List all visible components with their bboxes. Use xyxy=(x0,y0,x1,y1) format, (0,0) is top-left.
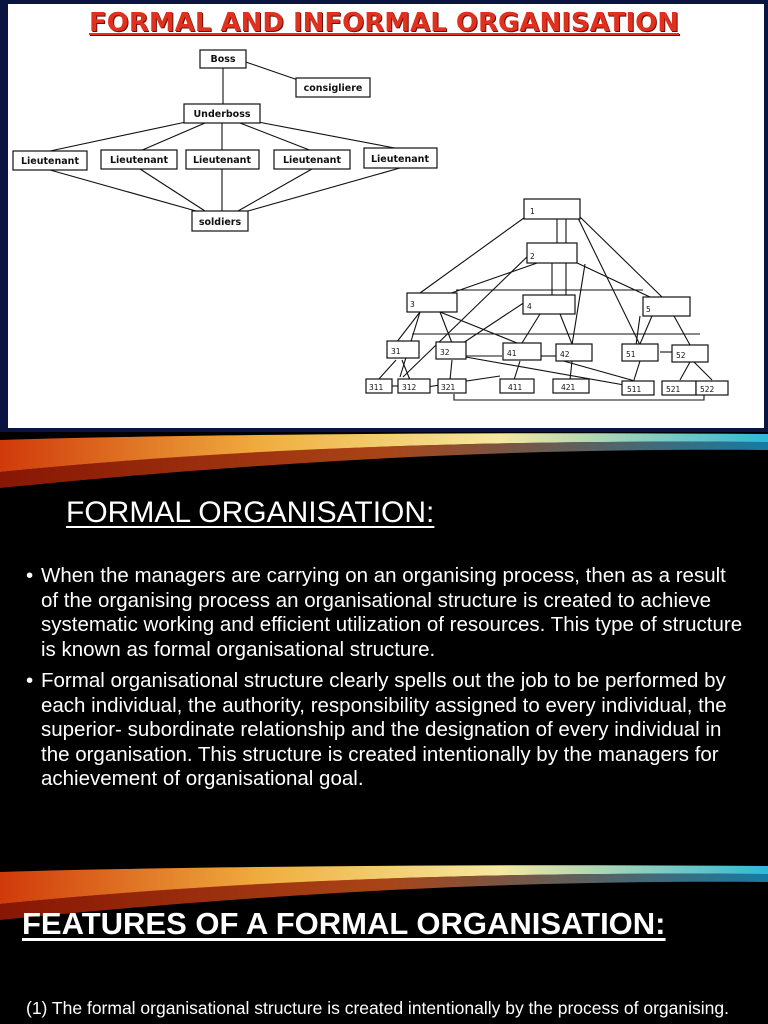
node-5-label: 5 xyxy=(646,305,651,314)
boss-label: Boss xyxy=(210,54,236,65)
node-3-label: 3 xyxy=(410,300,415,309)
node-521-label: 521 xyxy=(666,385,681,394)
node-42-label: 42 xyxy=(560,350,570,359)
soldiers-label: soldiers xyxy=(198,217,242,228)
slide-2-title: FORMAL ORGANISATION: xyxy=(66,496,435,529)
lieutenant-label: Lieutenant xyxy=(283,155,341,166)
node-321-label: 321 xyxy=(441,383,456,392)
informal-org-chart xyxy=(366,199,728,400)
node-311-label: 311 xyxy=(369,383,384,392)
decorative-swoosh xyxy=(0,432,768,492)
node-4-label: 4 xyxy=(527,302,532,311)
consigliere-label: consigliere xyxy=(303,83,363,94)
lieutenant-label: Lieutenant xyxy=(21,156,79,167)
node-51-label: 51 xyxy=(626,350,636,359)
bullet-icon: • xyxy=(26,669,34,692)
lieutenant-label: Lieutenant xyxy=(193,155,251,166)
bullet-icon: • xyxy=(26,564,34,587)
bullet-list xyxy=(24,564,744,799)
underboss-label: Underboss xyxy=(193,109,251,120)
node-2-label: 2 xyxy=(530,252,535,261)
node-1-label: 1 xyxy=(530,207,535,216)
formal-org-chart xyxy=(13,50,437,231)
slide-3-paragraph: (1) The formal organisational structure is created intentionally by the process of organising. xyxy=(26,998,729,1018)
node-522-label: 522 xyxy=(700,385,715,394)
lieutenant-label: Lieutenant xyxy=(371,154,429,165)
slide-2 xyxy=(0,432,768,864)
bullet-item xyxy=(24,669,744,792)
slide-1 xyxy=(0,0,768,432)
bullet-text: Formal organisational structure clearly spells out the job to be performed by each individual, the authority, responsibility assigned to every individual, the superior- subordinate relationship and the designation of every individual in the organisation. This structure is created intentionally by the managers for achievement of organisational goal. xyxy=(41,669,727,790)
node-312-label: 312 xyxy=(402,383,417,392)
node-41-label: 41 xyxy=(507,349,517,358)
slide-1-title: FORMAL AND INFORMAL ORGANISATION xyxy=(88,8,680,38)
node-411-label: 411 xyxy=(508,383,523,392)
lieutenant-label: Lieutenant xyxy=(110,155,168,166)
node-511-label: 511 xyxy=(627,385,642,394)
bullet-text: When the managers are carrying on an organising process, then as a result of the organising process an organisational structure is created to achieve systematic working and efficient utilization of resources. This type of structure is known as formal organisational structure. xyxy=(41,564,743,661)
node-32-label: 32 xyxy=(440,348,450,357)
org-charts xyxy=(0,0,768,432)
node-31-label: 31 xyxy=(391,347,401,356)
node-52-label: 52 xyxy=(676,351,686,360)
slide-3 xyxy=(0,864,768,1024)
node-421-label: 421 xyxy=(561,383,576,392)
bullet-item xyxy=(24,564,744,662)
slide-3-title: FEATURES OF A FORMAL ORGANISATION: xyxy=(22,906,666,941)
